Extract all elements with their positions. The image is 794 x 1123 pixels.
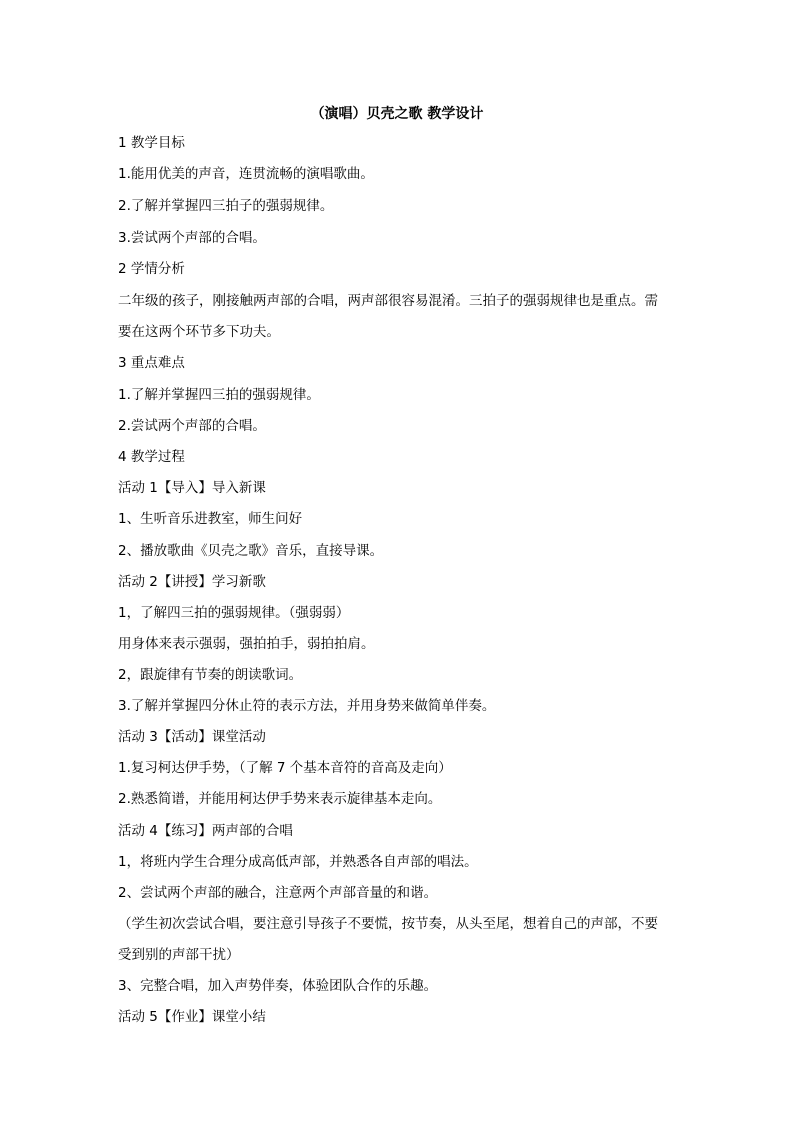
objective-2: 2.了解并掌握四三拍子的强弱规律。	[118, 198, 334, 214]
activity-1-heading: 活动 1【导入】导入新课	[118, 480, 266, 496]
document-title: （演唱）贝壳之歌 教学设计	[310, 106, 484, 122]
activity-2-item-3: 3.了解并掌握四分休止符的表示方法，并用身势来做简单伴奏。	[118, 698, 496, 714]
activity-5-heading: 活动 5【作业】课堂小结	[118, 1009, 266, 1025]
key-point-2: 2.尝试两个声部的合唱。	[118, 418, 266, 434]
activity-2-item-1-detail: 用身体来表示强弱，强拍拍手，弱拍拍肩。	[118, 636, 375, 652]
key-point-1: 1.了解并掌握四三拍的强弱规律。	[118, 387, 320, 403]
activity-2-item-1: 1，了解四三拍的强弱规律。（强弱弱）	[118, 605, 350, 621]
analysis-line-2: 要在这两个环节多下功夫。	[118, 324, 280, 340]
objective-1: 1.能用优美的声音，连贯流畅的演唱歌曲。	[118, 166, 374, 182]
activity-3-heading: 活动 3【活动】课堂活动	[118, 729, 266, 745]
analysis-line-1: 二年级的孩子，刚接触两声部的合唱，两声部很容易混淆。三拍子的强弱规律也是重点。需	[118, 293, 658, 309]
activity-1-item-2: 2、播放歌曲《贝壳之歌》音乐，直接导课。	[118, 543, 384, 559]
activity-4-item-2: 2、尝试两个声部的融合，注意两个声部音量的和谐。	[118, 885, 438, 901]
section-heading-objectives: 1 教学目标	[118, 135, 185, 151]
activity-4-heading: 活动 4【练习】两声部的合唱	[118, 823, 293, 839]
section-heading-analysis: 2 学情分析	[118, 261, 185, 277]
activity-4-item-3: 3、完整合唱，加入声势伴奏，体验团队合作的乐趣。	[118, 978, 438, 994]
section-heading-process: 4 教学过程	[118, 449, 185, 465]
activity-1-item-1: 1、生听音乐进教室，师生问好	[118, 511, 303, 527]
activity-4-note-line-1: （学生初次尝试合唱，要注意引导孩子不要慌，按节奏，从头至尾，想着自己的声部，不要	[118, 916, 658, 932]
activity-3-item-2: 2.熟悉简谱，并能用柯达伊手势来表示旋律基本走向。	[118, 791, 442, 807]
activity-2-item-2: 2，跟旋律有节奏的朗读歌词。	[118, 667, 303, 683]
objective-3: 3.尝试两个声部的合唱。	[118, 230, 266, 246]
activity-3-item-1: 1.复习柯达伊手势，（了解 7 个基本音符的音高及走向）	[118, 760, 452, 776]
section-heading-key-points: 3 重点难点	[118, 355, 185, 371]
activity-4-item-1: 1，将班内学生合理分成高低声部，并熟悉各自声部的唱法。	[118, 854, 478, 870]
activity-2-heading: 活动 2【讲授】学习新歌	[118, 574, 266, 590]
activity-4-note-line-2: 受到别的声部干扰）	[118, 947, 240, 963]
